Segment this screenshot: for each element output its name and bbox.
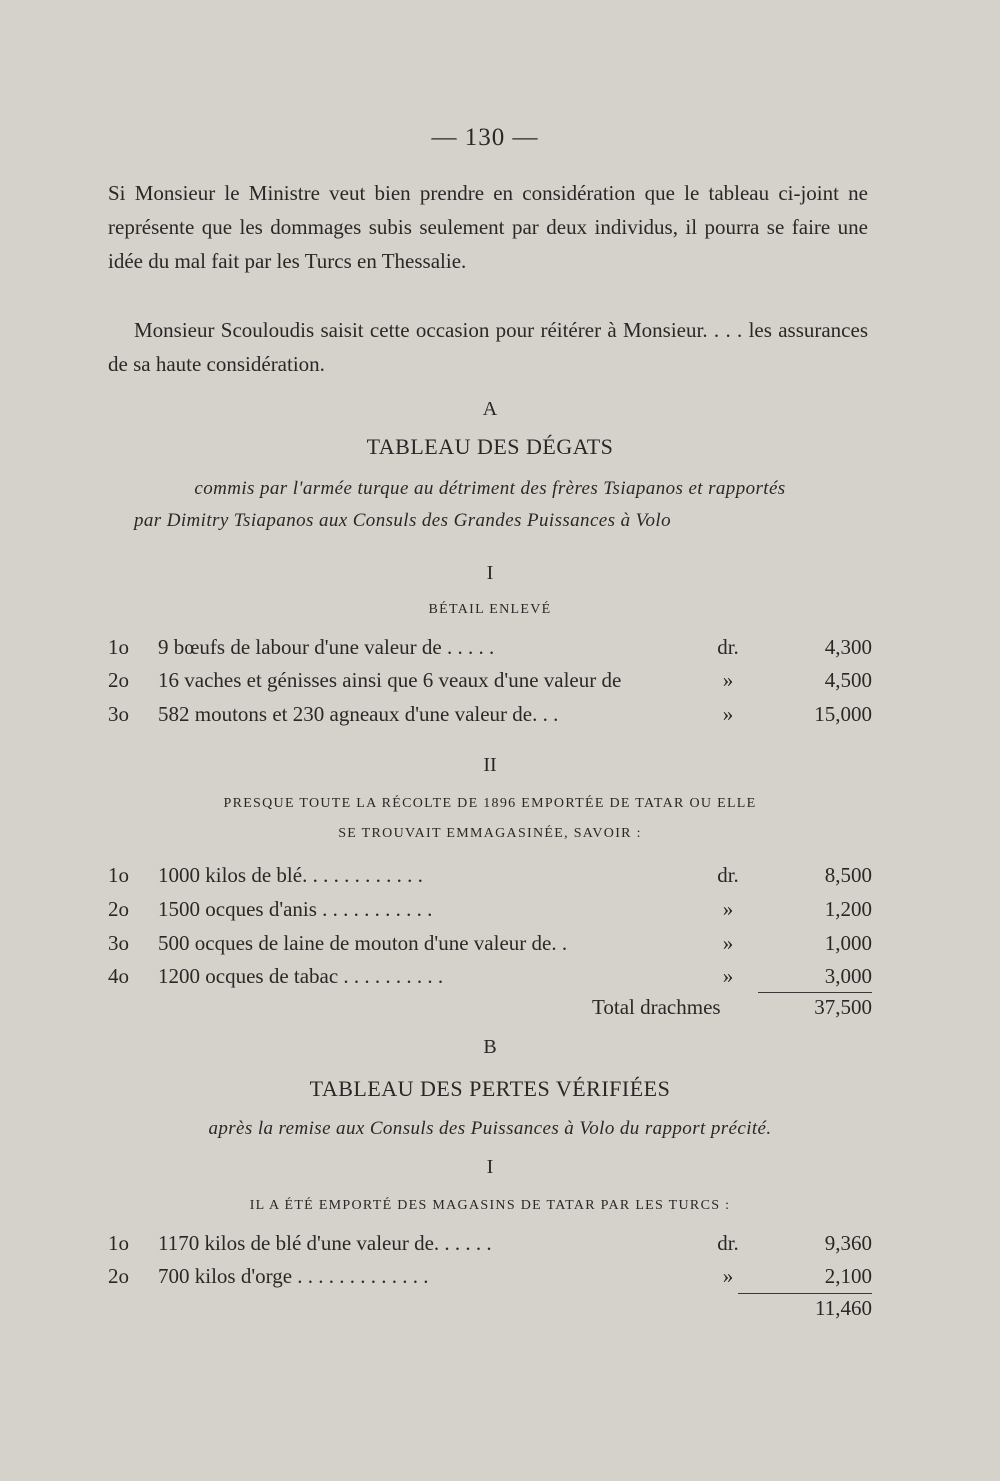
row-number: 2o — [108, 897, 129, 921]
table-row — [108, 1261, 872, 1291]
section-b-subtitle: après la remise aux Consuls des Puissances à Volo du rapport précité. — [208, 1118, 772, 1139]
row-unit: dr. — [717, 635, 739, 659]
row-number: 2o — [108, 668, 129, 692]
total-amount: 11,460 — [815, 1296, 872, 1320]
row-number: 1o — [108, 863, 129, 887]
row-number: 1o — [108, 635, 129, 659]
table-row — [108, 632, 872, 662]
closing-paragraph: Monsieur Scouloudis saisit cette occasion pour réitérer à Monsieur. . . . les assurances de sa haute considération. — [108, 318, 868, 376]
table-row — [108, 928, 872, 958]
row-amount: 3,000 — [824, 964, 872, 988]
section-a-subtitle-line2: par Dimitry Tsiapanos aux Consuls des Grandes Puissances à Volo — [134, 510, 671, 531]
table-row — [108, 961, 872, 991]
row-number: 3o — [108, 702, 129, 726]
section-a-part2-heading-line2: SE TROUVAIT EMMAGASINÉE, SAVOIR : — [338, 826, 642, 841]
total-row — [108, 992, 872, 1022]
table-row — [108, 1228, 872, 1258]
row-number: 1o — [108, 1231, 129, 1255]
section-b-part1-numeral: I — [486, 1156, 494, 1178]
section-a-part1-numeral: I — [486, 562, 494, 584]
section-a-title: TABLEAU DES DÉGATS — [366, 434, 614, 459]
row-number: 3o — [108, 931, 129, 955]
total-row — [108, 1293, 872, 1323]
row-unit: » — [722, 964, 734, 988]
row-amount: 9,360 — [824, 1231, 872, 1255]
table-row — [108, 699, 872, 729]
section-a-letter: A — [482, 398, 498, 420]
table-row — [108, 860, 872, 890]
row-description: 16 vaches et génisses ainsi que 6 veaux d'une valeur de — [158, 668, 622, 692]
row-amount: 2,100 — [824, 1264, 872, 1288]
section-b-part1-heading: IL A ÉTÉ EMPORTÉ DES MAGASINS DE TATAR PAR LES TURCS : — [249, 1198, 731, 1213]
row-description: 1170 kilos de blé d'une valeur de. . . . . . — [158, 1231, 492, 1255]
table-row — [108, 665, 872, 695]
row-description: 9 bœufs de labour d'une valeur de . . . . . — [158, 635, 495, 659]
intro-paragraph: Si Monsieur le Ministre veut bien prendre en considération que le tableau ci-joint ne représente que les dommages subis seulement par deux individus, il pourra se faire une idée du mal fait par les Turcs en Thessalie. — [108, 181, 868, 273]
row-description: 700 kilos d'orge . . . . . . . . . . . . . — [158, 1264, 429, 1288]
row-number: 2o — [108, 1264, 129, 1288]
row-amount: 1,200 — [824, 897, 872, 921]
section-a-part2-heading-line1: PRESQUE TOUTE LA RÉCOLTE DE 1896 EMPORTÉE DE TATAR OU ELLE — [223, 796, 757, 811]
section-b-letter: B — [483, 1036, 497, 1058]
row-unit: » — [722, 1264, 734, 1288]
section-a-subtitle-line1: commis par l'armée turque au détriment des frères Tsiapanos et rapportés — [194, 478, 786, 499]
section-b-title: TABLEAU DES PERTES VÉRIFIÉES — [309, 1076, 671, 1101]
row-unit: » — [722, 702, 734, 726]
row-amount: 1,000 — [824, 931, 872, 955]
row-unit: » — [722, 897, 734, 921]
row-description: 1000 kilos de blé. . . . . . . . . . . . — [158, 863, 423, 887]
row-description: 1200 ocques de tabac . . . . . . . . . . — [158, 964, 444, 988]
total-amount: 37,500 — [814, 995, 872, 1019]
row-amount: 8,500 — [824, 863, 872, 887]
row-description: 582 moutons et 230 agneaux d'une valeur de. . . — [158, 702, 559, 726]
row-unit: dr. — [717, 1231, 739, 1255]
section-a-part1-heading: BÉTAIL ENLEVÉ — [428, 602, 552, 617]
row-description: 500 ocques de laine de mouton d'une valeur de. . — [158, 931, 568, 955]
page-number: — 130 — — [431, 124, 539, 151]
table-row — [108, 894, 872, 924]
row-unit: dr. — [717, 863, 739, 887]
row-amount: 4,300 — [824, 635, 872, 659]
row-unit: » — [722, 668, 734, 692]
total-label: Total drachmes — [592, 995, 721, 1019]
row-unit: » — [722, 931, 734, 955]
row-amount: 4,500 — [824, 668, 872, 692]
section-a-part2-numeral: II — [483, 754, 497, 776]
row-number: 4o — [108, 964, 129, 988]
row-amount: 15,000 — [814, 702, 872, 726]
row-description: 1500 ocques d'anis . . . . . . . . . . . — [158, 897, 433, 921]
